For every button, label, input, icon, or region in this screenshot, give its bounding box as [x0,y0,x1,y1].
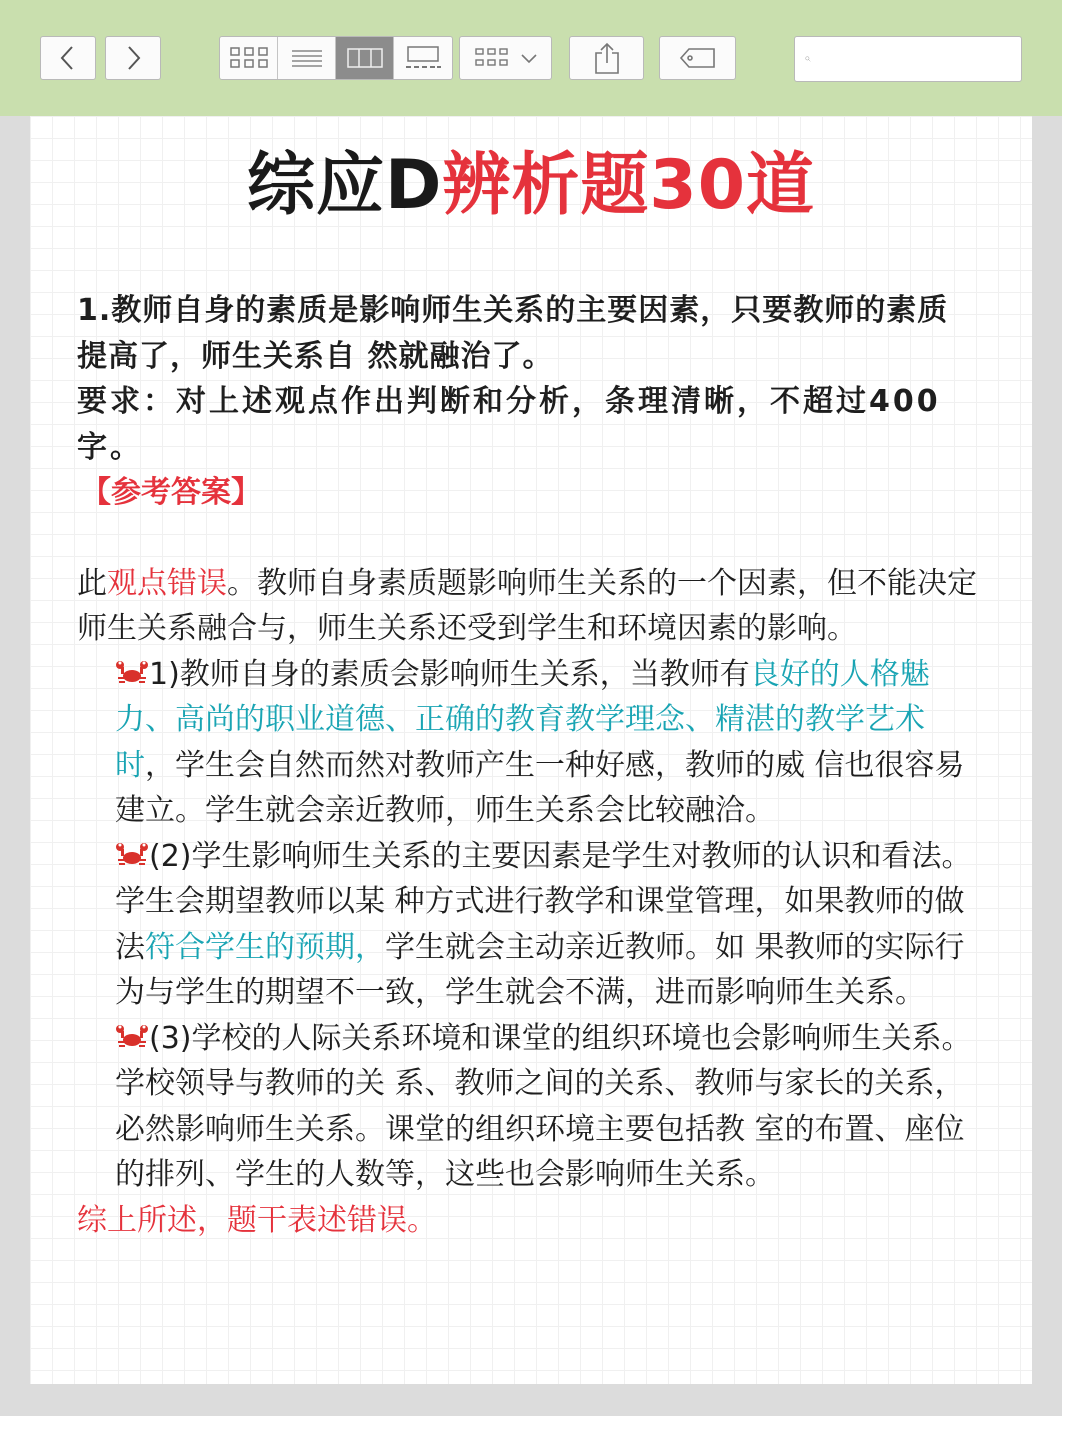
gallery-view-icon [404,45,442,71]
icon-view-button[interactable] [220,37,278,79]
window-edge [1062,0,1080,1443]
preview-area [0,116,1062,1416]
intro-verdict: 观点错误 [107,565,227,601]
point-2-text-a: (2)学生影响师生关系的主要因素是学生对教师的认识和看法。学生会期望教师以某 种方式进行教学和课堂管理，如果教师的做法 [115,838,972,965]
title-black-part: 综应D [246,146,443,225]
search-input[interactable] [817,43,1021,75]
toolbar [0,0,1062,116]
group-by-grid-icon [474,46,514,70]
intro-rest: 。教师自身素质题影响师生关系的一个因素，但不能决定师生关系融合与，师生关系还受到学生和环境因素的影响。 [77,565,977,646]
answer-point-3 [77,1016,977,1198]
tag-icon [679,46,717,70]
icon-grid-view-icon [229,46,269,70]
chevron-left-icon [58,45,78,71]
gallery-view-button[interactable] [394,37,452,79]
list-view-button[interactable] [278,37,336,79]
title-red-part: 辨析题30道 [442,146,816,225]
share-button[interactable] [569,36,644,80]
conclusion-text: 综上所述，题干表述错误。 [77,1202,437,1238]
point-2-text-b: 学生就会主动亲近教师。如 果教师的实际行为与学生的期望不一致，学生就会不满，进而影响师生关系。 [115,929,965,1010]
question-text: 1.教师自身的素质是影响师生关系的主要因素，只要教师的素质提高了，师生关系自 然就融治了。 [77,293,949,374]
answer-intro [77,561,977,652]
share-icon [592,41,622,75]
column-view-icon [346,46,384,70]
chevron-right-icon [123,45,143,71]
intro-prefix: 此 [77,565,107,601]
tag-button[interactable] [659,36,736,80]
document-page [30,116,1032,1384]
document-body [77,288,977,1243]
point-1-highlight: 良好的人格魅力、高尚的职业道德、正确的教育教学理念、精湛的教学艺术时 [115,656,930,783]
point-3-text: (3)学校的人际关系环境和课堂的组织环境也会影响师生关系。学校领导与教师的关 系、教师之间的关系、教师与家长的关系，必然影响师生关系。课堂的组织环境主要包括教 室的布置、座位的排列、学生的人数等，这些也会影响师生关系。 [115,1020,972,1192]
list-view-icon [290,46,324,70]
forward-button[interactable] [105,36,161,80]
crab-icon [115,658,149,688]
point-2-highlight: 符合学生的预期， [145,929,385,965]
page-title [30,146,1032,226]
crab-icon [115,1022,149,1052]
point-1-text-b: ，学生会自然而然对教师产生一种好感，教师的威 信也很容易建立。学生就会亲近教师，师生关系会比较融洽。 [115,747,965,828]
search-field[interactable] [794,36,1022,82]
requirement-text: 要求：对上述观点作出判断和分析，条理清晰，不超过400字。 [77,384,941,465]
group-by-button[interactable] [459,36,552,80]
answer-point-2 [77,834,977,1016]
answer-point-1 [77,652,977,834]
crab-icon [115,840,149,870]
search-icon [805,45,811,73]
answer-label: 【参考答案】 [81,475,261,510]
window-bottom-edge [0,1416,1080,1443]
chevron-down-icon [520,52,538,64]
column-view-button[interactable] [336,37,394,79]
point-1-text-a: 1)教师自身的素质会影响师生关系，当教师有 [149,656,750,692]
back-button[interactable] [40,36,96,80]
view-mode-switcher [219,36,453,80]
